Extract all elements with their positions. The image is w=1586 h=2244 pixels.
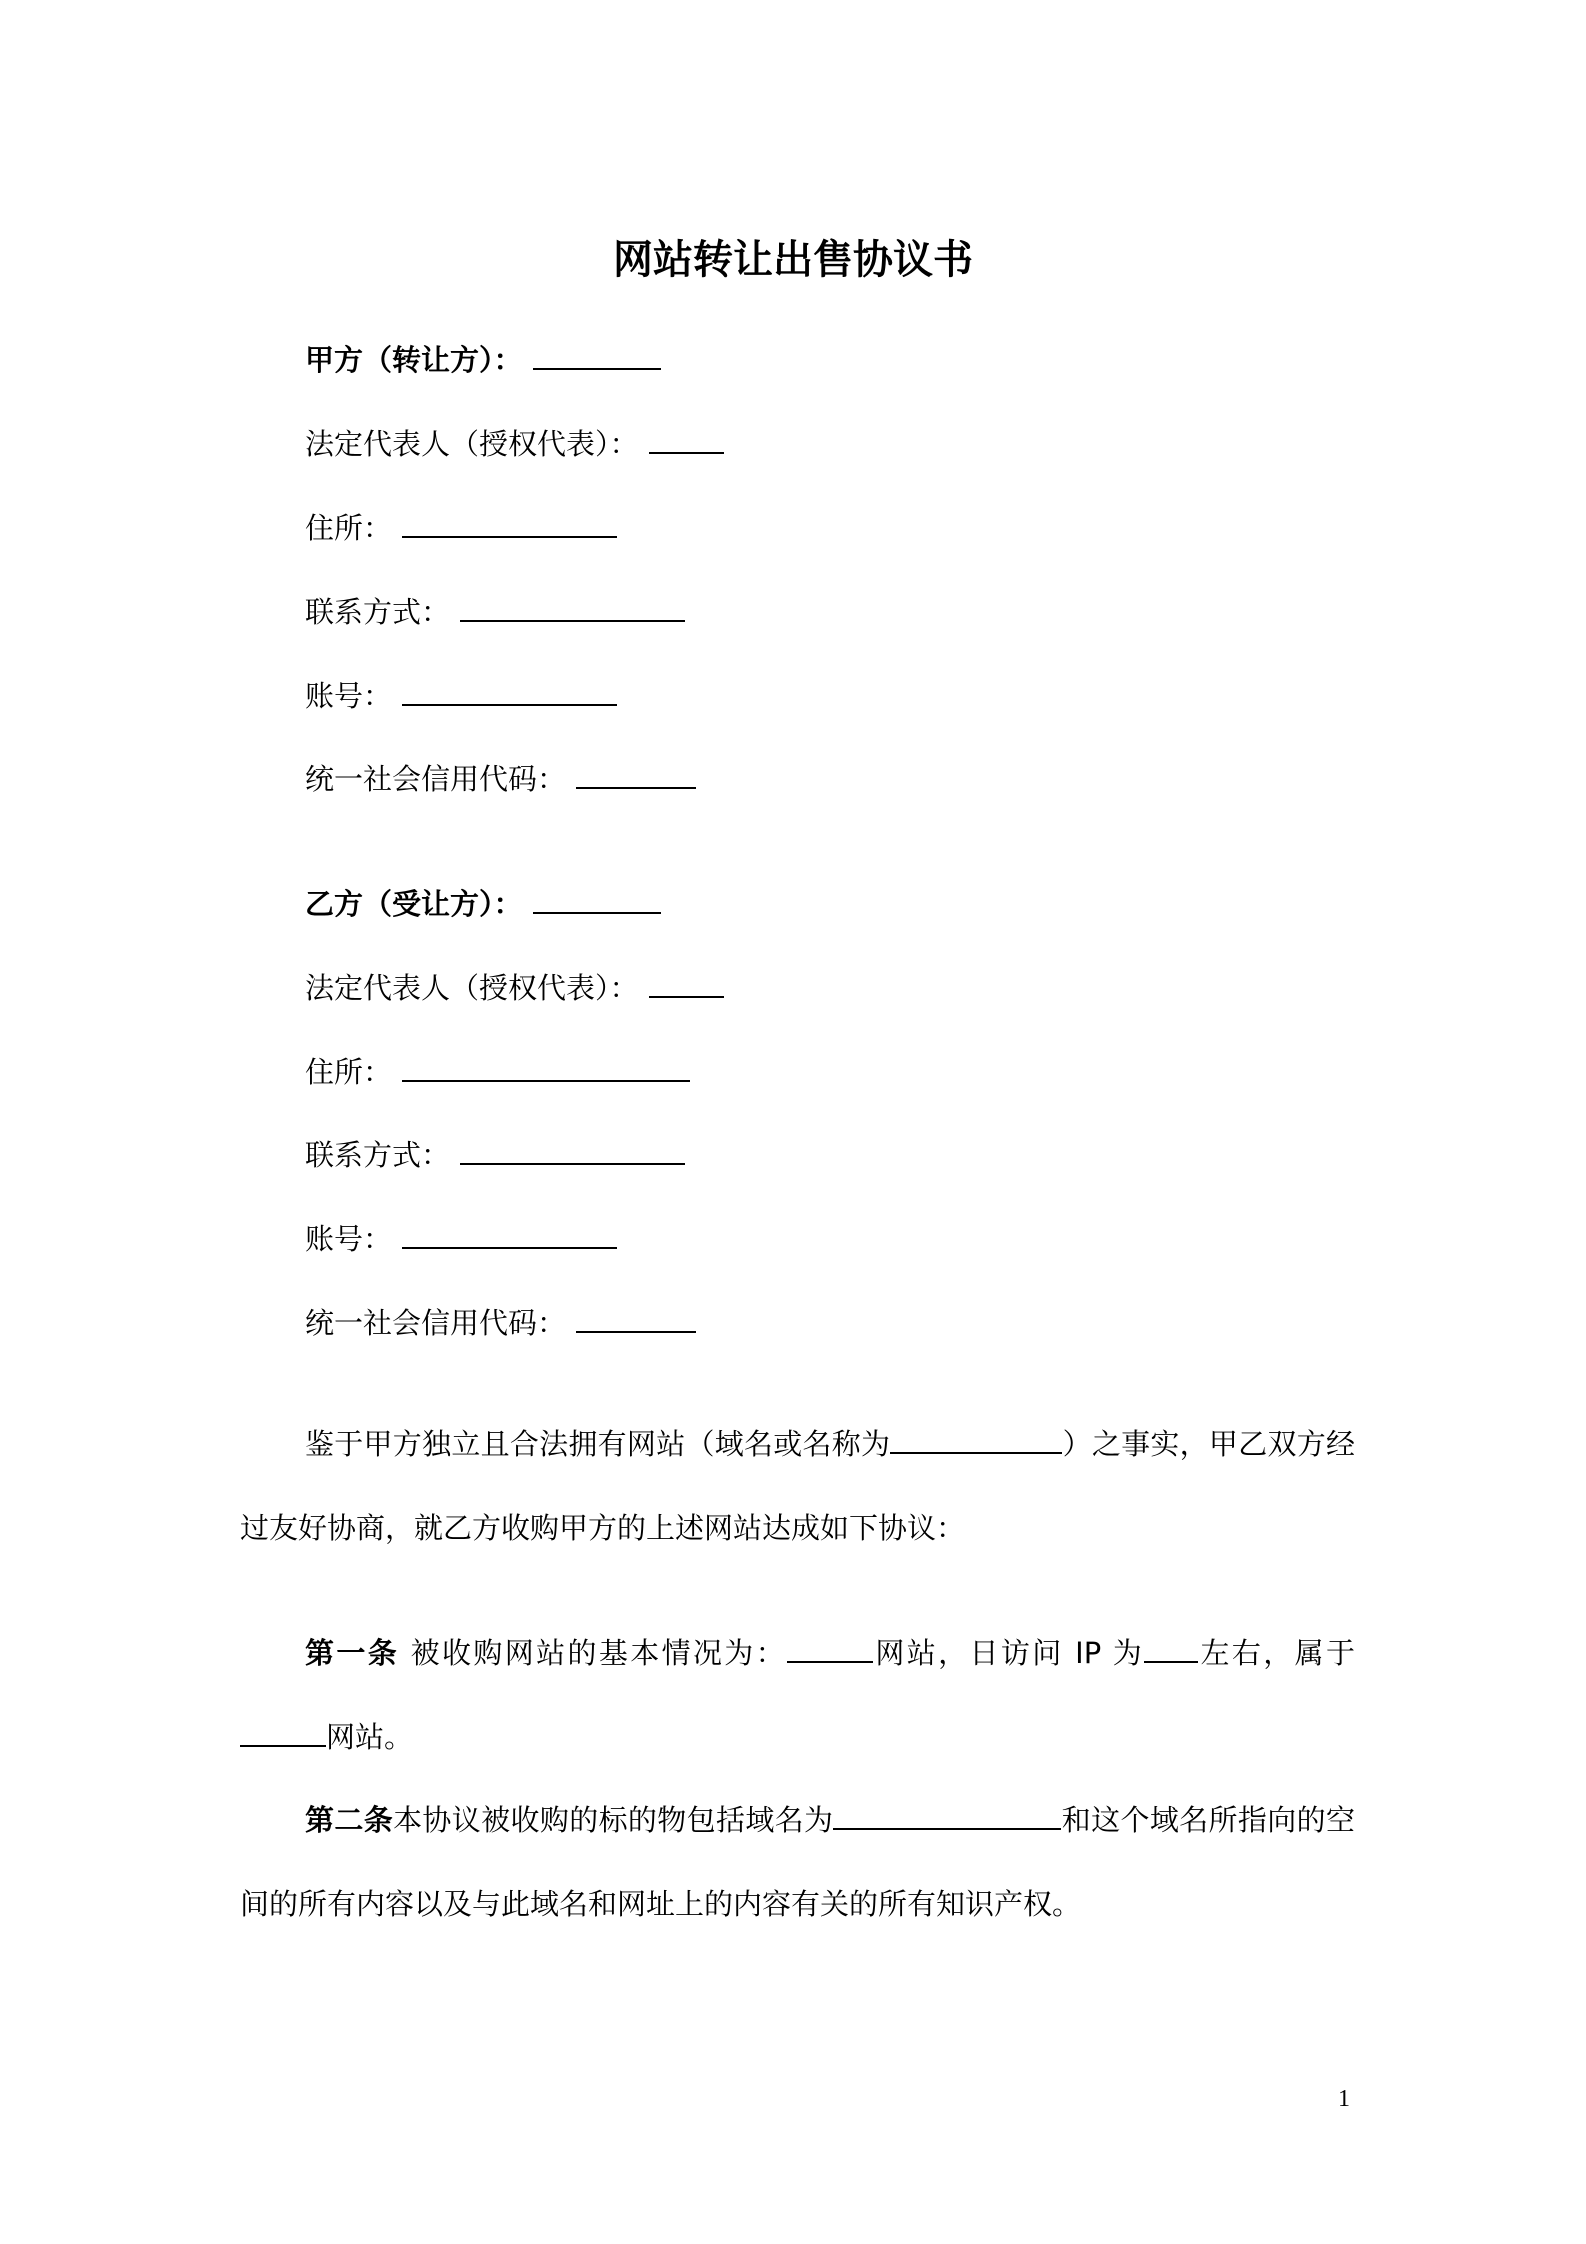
party-a-address-row — [305, 506, 617, 550]
party-a-contact-row — [305, 590, 685, 634]
article-1-text-4: 网站。 — [326, 1720, 414, 1754]
party-b-rep-row — [305, 966, 724, 1010]
party-b-address-label: 住所： — [305, 1055, 393, 1089]
article-1-text-3: 左右，属于 — [1198, 1636, 1355, 1670]
party-b-credit-code-label: 统一社会信用代码： — [305, 1306, 567, 1340]
party-b-rep-blank[interactable] — [649, 966, 724, 998]
party-b-credit-code-blank[interactable] — [576, 1301, 696, 1333]
domain-name-blank[interactable] — [890, 1422, 1062, 1454]
page-number: 1 — [1338, 2086, 1350, 2112]
party-a-address-blank[interactable] — [402, 506, 617, 538]
party-a-credit-code-row — [305, 757, 696, 801]
party-a-account-row — [305, 674, 617, 718]
party-b-contact-row — [305, 1133, 685, 1177]
party-a-account-label: 账号： — [305, 679, 393, 713]
party-a-rep-row — [305, 422, 724, 466]
party-a-address-label: 住所： — [305, 511, 393, 545]
daily-ip-blank[interactable] — [1144, 1631, 1198, 1663]
party-b-heading: 乙方（受让方）： — [305, 887, 523, 921]
article-1-text-1: 被收购网站的基本情况为： — [399, 1636, 788, 1670]
article-2-label: 第二条 — [305, 1803, 394, 1837]
party-b-rep-label: 法定代表人（授权代表）： — [305, 971, 639, 1005]
preamble-text-1: 鉴于甲方独立且合法拥有网站（域名或名称为 — [305, 1427, 891, 1461]
party-a-credit-code-blank[interactable] — [576, 757, 696, 789]
party-b-heading-row — [305, 882, 661, 926]
website-type-blank[interactable] — [787, 1631, 873, 1663]
article-2-text-2: 和这个域名所指向的空间的所有内容以及与此域名和网址上的内容有关的所有知识产权。 — [240, 1803, 1355, 1921]
party-b-address-blank[interactable] — [402, 1050, 690, 1082]
party-b-name-blank[interactable] — [533, 882, 661, 914]
party-a-contact-label: 联系方式： — [305, 595, 451, 629]
preamble-paragraph — [240, 1402, 1355, 1570]
party-a-account-blank[interactable] — [402, 674, 617, 706]
party-b-contact-label: 联系方式： — [305, 1138, 451, 1172]
party-b-account-label: 账号： — [305, 1222, 393, 1256]
document-title: 网站转让出售协议书 — [613, 237, 973, 283]
party-b-account-row — [305, 1217, 617, 1261]
party-a-rep-blank[interactable] — [649, 422, 724, 454]
party-a-contact-blank[interactable] — [460, 590, 685, 622]
party-a-name-blank[interactable] — [533, 338, 661, 370]
article-2-text-1: 本协议被收购的标的物包括域名为 — [393, 1803, 834, 1837]
party-b-credit-code-row — [305, 1301, 696, 1345]
party-b-account-blank[interactable] — [402, 1217, 617, 1249]
party-a-rep-label: 法定代表人（授权代表）： — [305, 427, 639, 461]
article-1-label: 第一条 — [305, 1636, 400, 1670]
article-2-domain-blank[interactable] — [833, 1798, 1061, 1830]
party-a-heading-row — [305, 338, 661, 382]
article-2-paragraph — [240, 1778, 1355, 1946]
party-b-address-row — [305, 1050, 690, 1094]
party-a-credit-code-label: 统一社会信用代码： — [305, 762, 567, 796]
website-category-blank[interactable] — [240, 1715, 326, 1747]
party-b-contact-blank[interactable] — [460, 1133, 685, 1165]
article-1-text-2: 网站，日访问 IP 为 — [873, 1636, 1145, 1670]
party-a-heading: 甲方（转让方）： — [305, 343, 523, 377]
article-1-paragraph — [240, 1611, 1355, 1779]
preamble-text-2: ）之事实，甲乙双方经过友好协商，就乙方收购甲方的上述网站达成如下协议： — [240, 1427, 1355, 1545]
